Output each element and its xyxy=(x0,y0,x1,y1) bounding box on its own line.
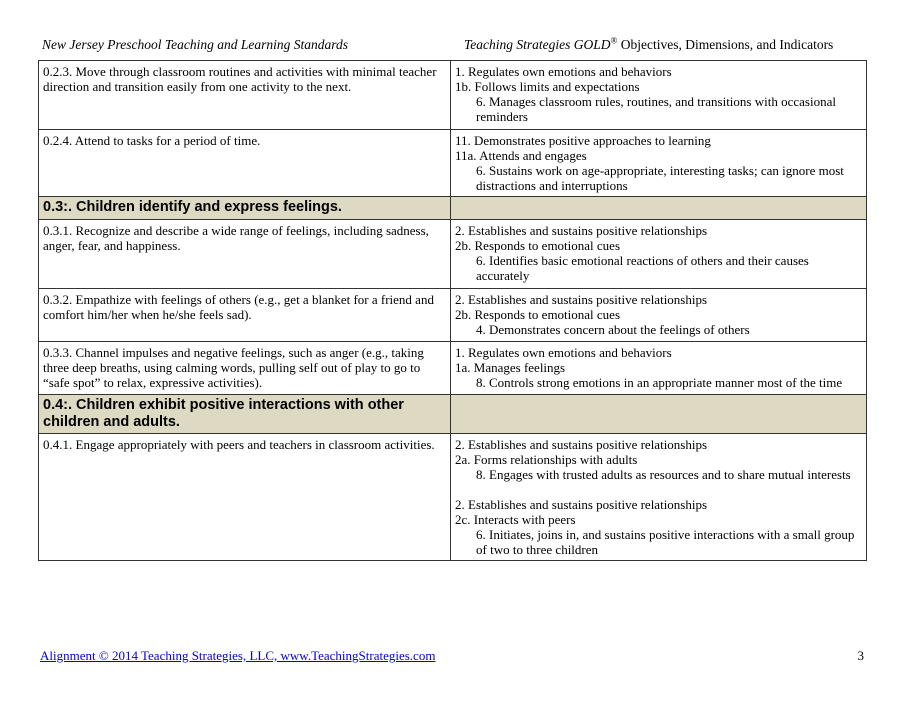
indicator-line: 6. Manages classroom rules, routines, and transitions with occasional reminders xyxy=(476,94,836,124)
right-title-brand: Teaching Strategies GOLD xyxy=(464,37,611,52)
standard-cell xyxy=(39,434,451,560)
left-column-title: New Jersey Preschool Teaching and Learning Standards xyxy=(42,37,348,52)
table-row xyxy=(39,220,866,289)
section-title: 0.3:. Children identify and express feelings. xyxy=(43,199,342,215)
table-row xyxy=(39,130,866,197)
objective-line: 2. Establishes and sustains positive relationships xyxy=(455,223,708,238)
gold-cell xyxy=(451,130,866,196)
gold-cell xyxy=(451,289,866,341)
objective-line: 11. Demonstrates positive approaches to learning xyxy=(455,133,711,148)
column-headers xyxy=(38,37,867,53)
gold-group xyxy=(455,223,861,283)
standard-text: 0.4.1. Engage appropriately with peers and teachers in classroom activities. xyxy=(43,437,435,452)
standard-text: 0.3.1. Recognize and describe a wide range of feelings, including sadness, anger, fear, and happiness. xyxy=(43,223,429,253)
indicator-line: 6. Initiates, joins in, and sustains positive interactions with a small group of two to three children xyxy=(476,527,855,557)
objective-line: 2. Establishes and sustains positive relationships xyxy=(455,292,708,307)
gold-cell xyxy=(451,220,866,288)
gold-group xyxy=(455,292,861,337)
gold-cell xyxy=(451,434,866,560)
standard-cell xyxy=(39,342,451,394)
dimension-line: 2b. Responds to emotional cues xyxy=(455,307,621,322)
section-header-row xyxy=(39,395,866,434)
objective-line: 1. Regulates own emotions and behaviors xyxy=(455,64,672,79)
section-cell-empty xyxy=(451,197,866,219)
alignment-table xyxy=(38,60,867,561)
table-row xyxy=(39,289,866,342)
standard-text: 0.2.4. Attend to tasks for a period of time. xyxy=(43,133,261,148)
gold-group xyxy=(455,133,861,193)
objective-line: 2. Establishes and sustains positive relationships xyxy=(455,437,708,452)
indicator-line: 6. Identifies basic emotional reactions of others and their causes accurately xyxy=(476,253,809,283)
gold-group xyxy=(455,345,861,390)
table-row xyxy=(39,434,866,560)
standard-cell xyxy=(39,61,451,129)
gold-cell xyxy=(451,61,866,129)
indicator-line: 4. Demonstrates concern about the feelings of others xyxy=(476,322,750,337)
indicator-line: 8. Controls strong emotions in an appropriate manner most of the time xyxy=(476,375,843,390)
standard-text: 0.2.3. Move through classroom routines and activities with minimal teacher direction and transition easily from one activity to the next. xyxy=(43,64,437,94)
section-cell-empty xyxy=(451,395,866,433)
section-cell xyxy=(39,395,451,433)
page-number: 3 xyxy=(857,648,864,663)
gold-group xyxy=(455,497,861,557)
registered-trademark-symbol: ® xyxy=(610,35,618,46)
right-column-title xyxy=(451,37,867,53)
right-title-rest: Objectives, Dimensions, and Indicators xyxy=(617,37,834,52)
section-cell xyxy=(39,197,451,219)
standard-cell xyxy=(39,130,451,196)
section-title: 0.4:. Children exhibit positive interactions with other children and adults. xyxy=(43,397,404,430)
standard-text: 0.3.2. Empathize with feelings of others (e.g., get a blanket for a friend and comfort him/her when he/she feels sad). xyxy=(43,292,434,322)
dimension-line: 1a. Manages feelings xyxy=(455,360,566,375)
objective-line: 1. Regulates own emotions and behaviors xyxy=(455,345,672,360)
dimension-line: 2b. Responds to emotional cues xyxy=(455,238,621,253)
section-header-row xyxy=(39,197,866,220)
table-row xyxy=(39,61,866,130)
dimension-line: 2c. Interacts with peers xyxy=(455,512,576,527)
standard-cell xyxy=(39,220,451,288)
indicator-line: 8. Engages with trusted adults as resources and to share mutual interests xyxy=(476,467,851,482)
copyright-link[interactable]: Alignment © 2014 Teaching Strategies, LLC, www.TeachingStrategies.com xyxy=(40,648,436,663)
gold-group xyxy=(455,64,861,124)
standard-text: 0.3.3. Channel impulses and negative feelings, such as anger (e.g., taking three deep breaths, using calming words, pulling self out of play to go to “safe spot” to relax, expressive activities). xyxy=(43,345,424,390)
standard-cell xyxy=(39,289,451,341)
dimension-line: 2a. Forms relationships with adults xyxy=(455,452,638,467)
gold-cell xyxy=(451,342,866,394)
table-row xyxy=(39,342,866,395)
objective-line: 2. Establishes and sustains positive relationships xyxy=(455,497,708,512)
dimension-line: 11a. Attends and engages xyxy=(455,148,587,163)
dimension-line: 1b. Follows limits and expectations xyxy=(455,79,640,94)
gold-group xyxy=(455,437,861,482)
indicator-line: 6. Sustains work on age-appropriate, interesting tasks; can ignore most distractions and interruptions xyxy=(476,163,844,193)
page-footer xyxy=(40,648,864,664)
